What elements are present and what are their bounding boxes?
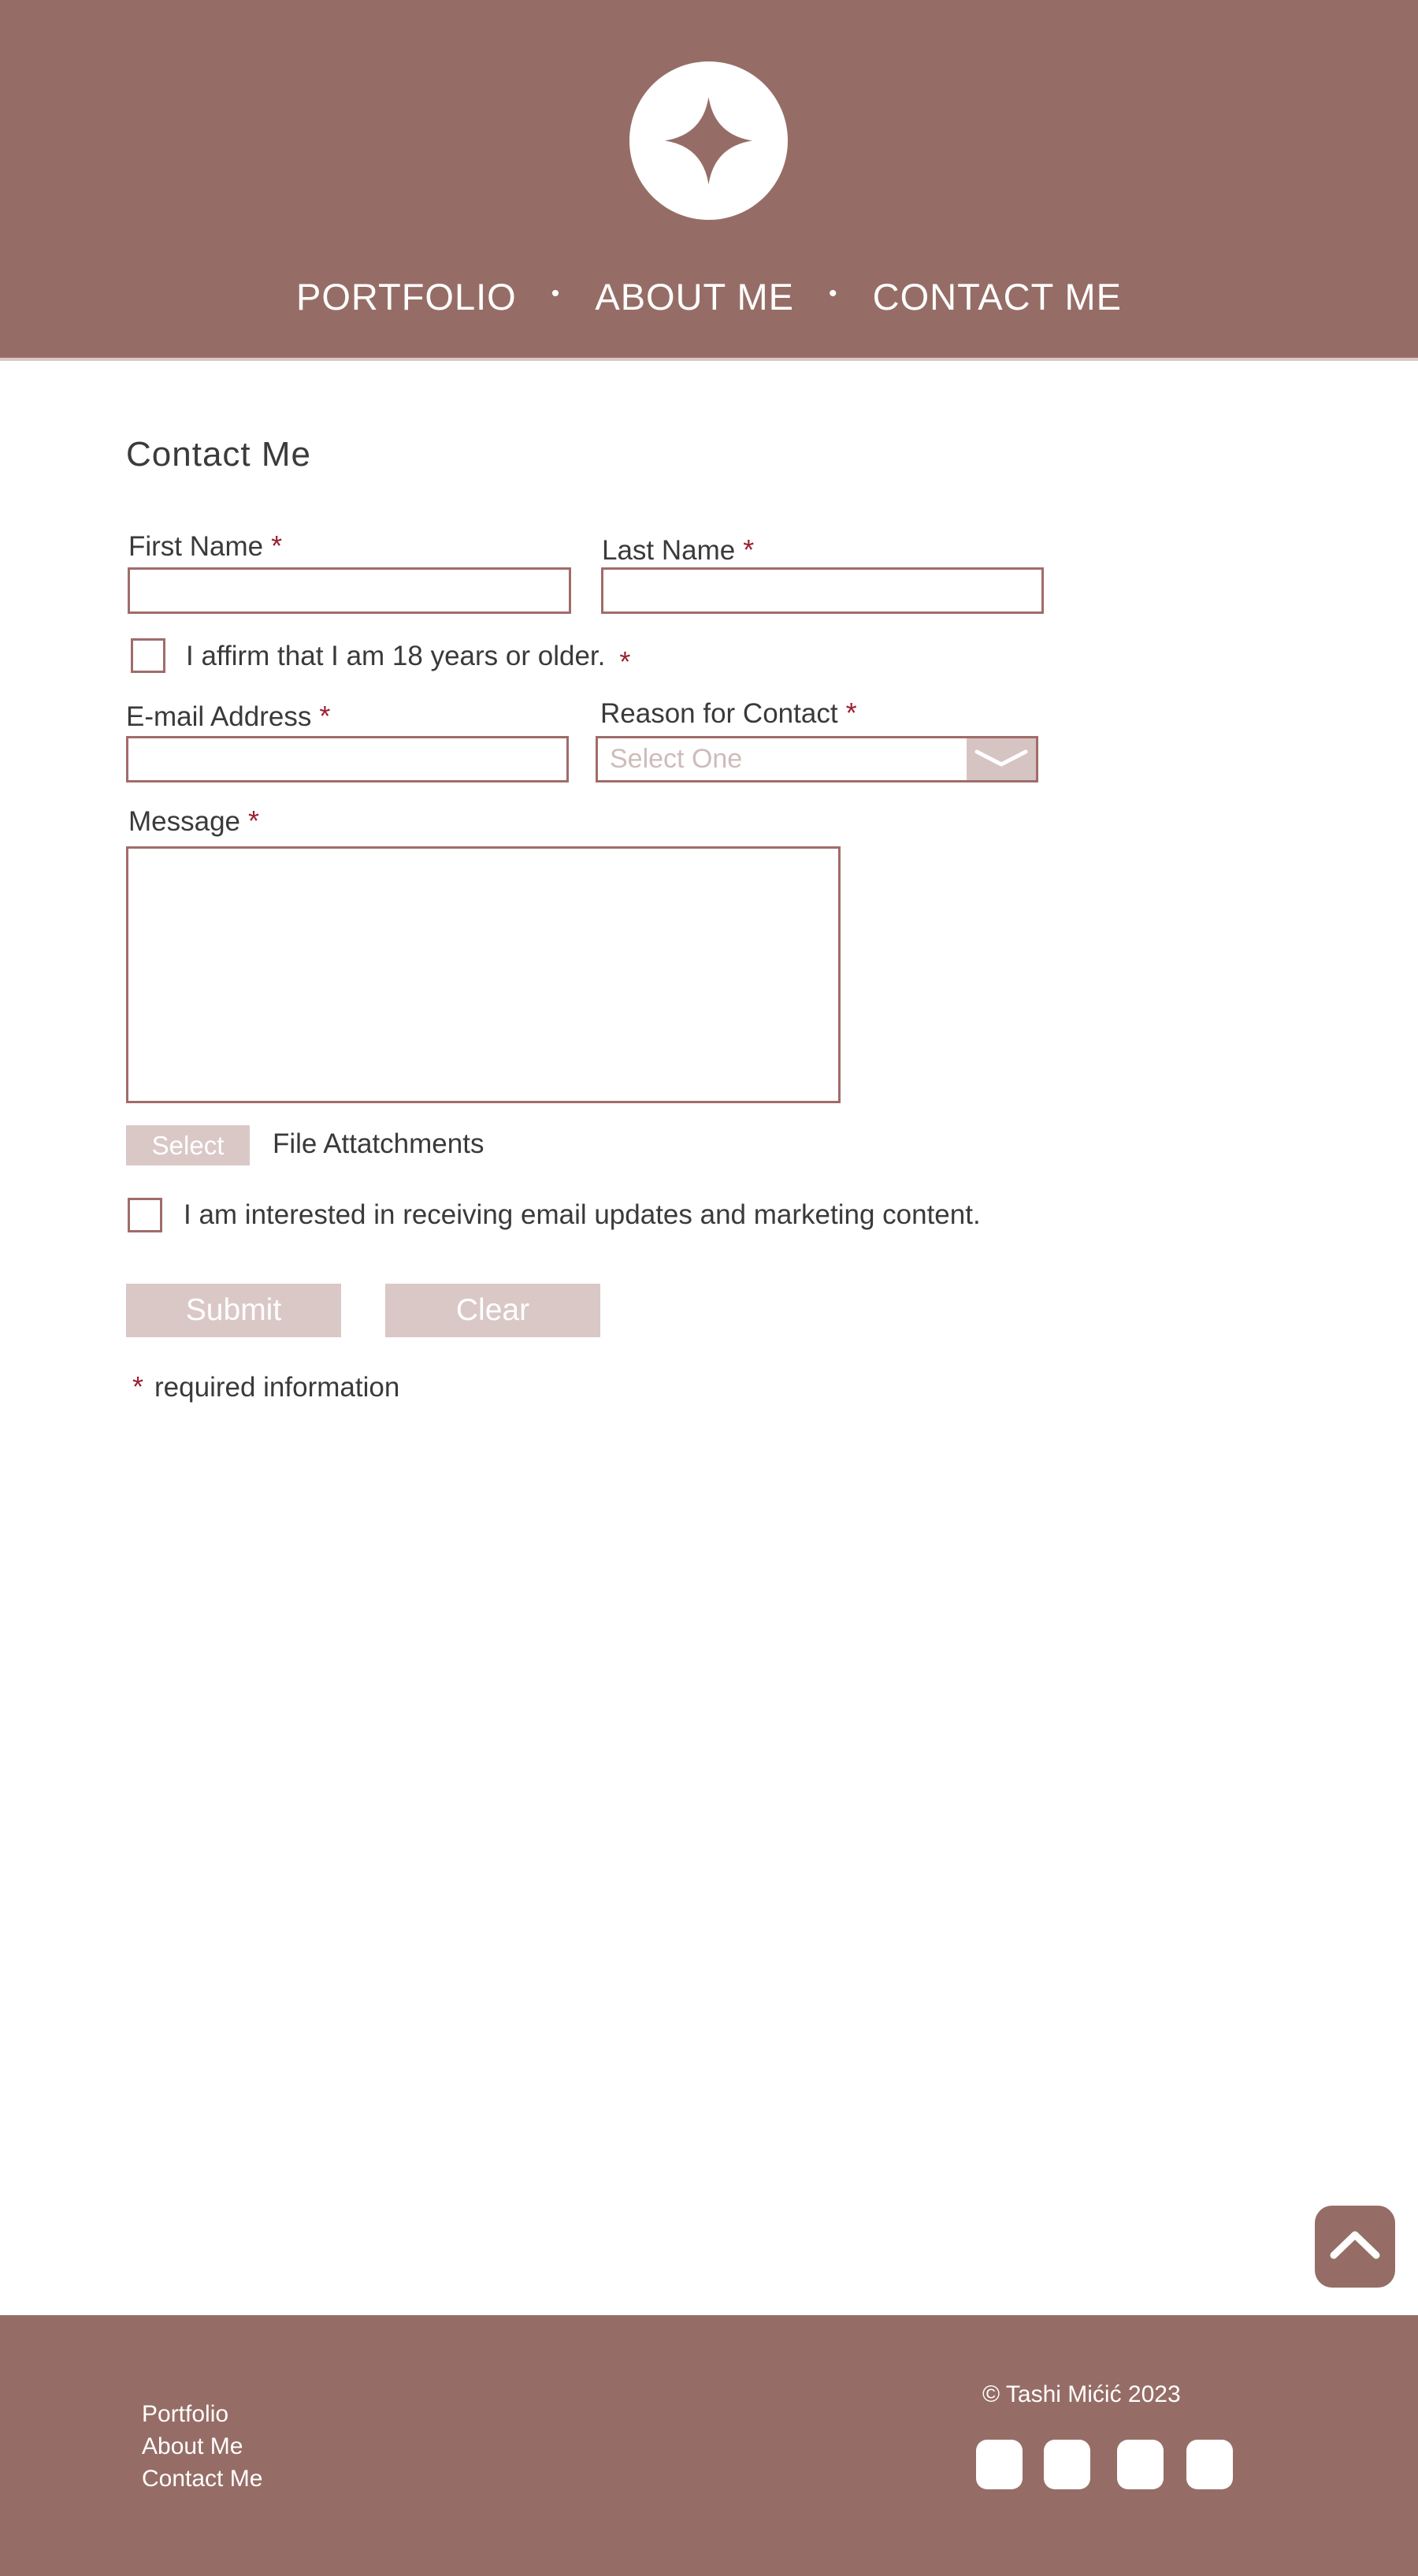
message-textarea[interactable] [126,846,841,1103]
reason-select-placeholder: Select One [610,744,743,774]
marketing-checkbox[interactable] [128,1198,162,1232]
first-name-input[interactable] [128,567,571,614]
reason-label [600,697,857,730]
required-star: * [743,533,755,566]
main-nav [0,272,1418,318]
required-star: * [248,805,260,837]
required-note [132,1370,399,1403]
attachments-label: File Attatchments [273,1128,484,1159]
age-affirm-checkbox[interactable] [131,638,165,673]
message-label-text: Message [128,806,241,837]
required-star: * [319,700,331,732]
age-affirm-label-text: I affirm that I am 18 years or older. [186,641,606,671]
first-name-label-text: First Name [128,531,264,562]
nav-contact-me[interactable]: CONTACT ME [872,276,1122,318]
chevron-up-icon [1315,2206,1395,2288]
last-name-label-text: Last Name [602,535,736,566]
required-star: * [845,697,857,729]
footer-link-portfolio[interactable]: Portfolio [142,2401,229,2427]
submit-button[interactable]: Submit [126,1284,341,1337]
first-name-label [128,530,282,563]
site-header [0,0,1418,361]
footer-link-contact-me[interactable]: Contact Me [142,2466,263,2492]
page-title: Contact Me [126,435,311,474]
required-note-text: required information [154,1372,400,1403]
nav-portfolio[interactable]: PORTFOLIO [295,276,517,318]
social-icon-3[interactable] [1117,2440,1164,2489]
email-label [126,700,330,733]
chevron-down-icon [967,738,1036,780]
last-name-label [602,533,754,567]
copyright-text: © Tashi Mićić 2023 [982,2381,1181,2407]
back-to-top-button[interactable] [1315,2206,1395,2288]
four-point-star-icon [629,61,788,220]
select-attachments-button[interactable]: Select [126,1125,250,1165]
nav-about-me[interactable]: ABOUT ME [595,276,794,318]
marketing-label: I am interested in receiving email updates and marketing content. [184,1199,981,1230]
footer-link-about-me[interactable]: About Me [142,2433,243,2459]
message-label [128,805,259,838]
required-star: * [619,645,631,678]
required-star: * [132,1370,144,1403]
nav-separator: • [829,280,838,307]
social-icon-1[interactable] [976,2440,1023,2489]
email-input[interactable] [126,736,569,782]
required-star: * [271,530,283,562]
last-name-input[interactable] [601,567,1044,614]
social-icon-4[interactable] [1186,2440,1233,2489]
social-icon-2[interactable] [1044,2440,1090,2489]
age-affirm-label [186,639,631,678]
nav-separator: • [551,280,561,307]
clear-button[interactable]: Clear [385,1284,600,1337]
reason-select[interactable] [596,736,1038,782]
logo[interactable] [629,61,788,220]
email-label-text: E-mail Address [126,701,312,732]
reason-label-text: Reason for Contact [600,698,838,729]
reason-select-arrow[interactable] [967,738,1036,780]
